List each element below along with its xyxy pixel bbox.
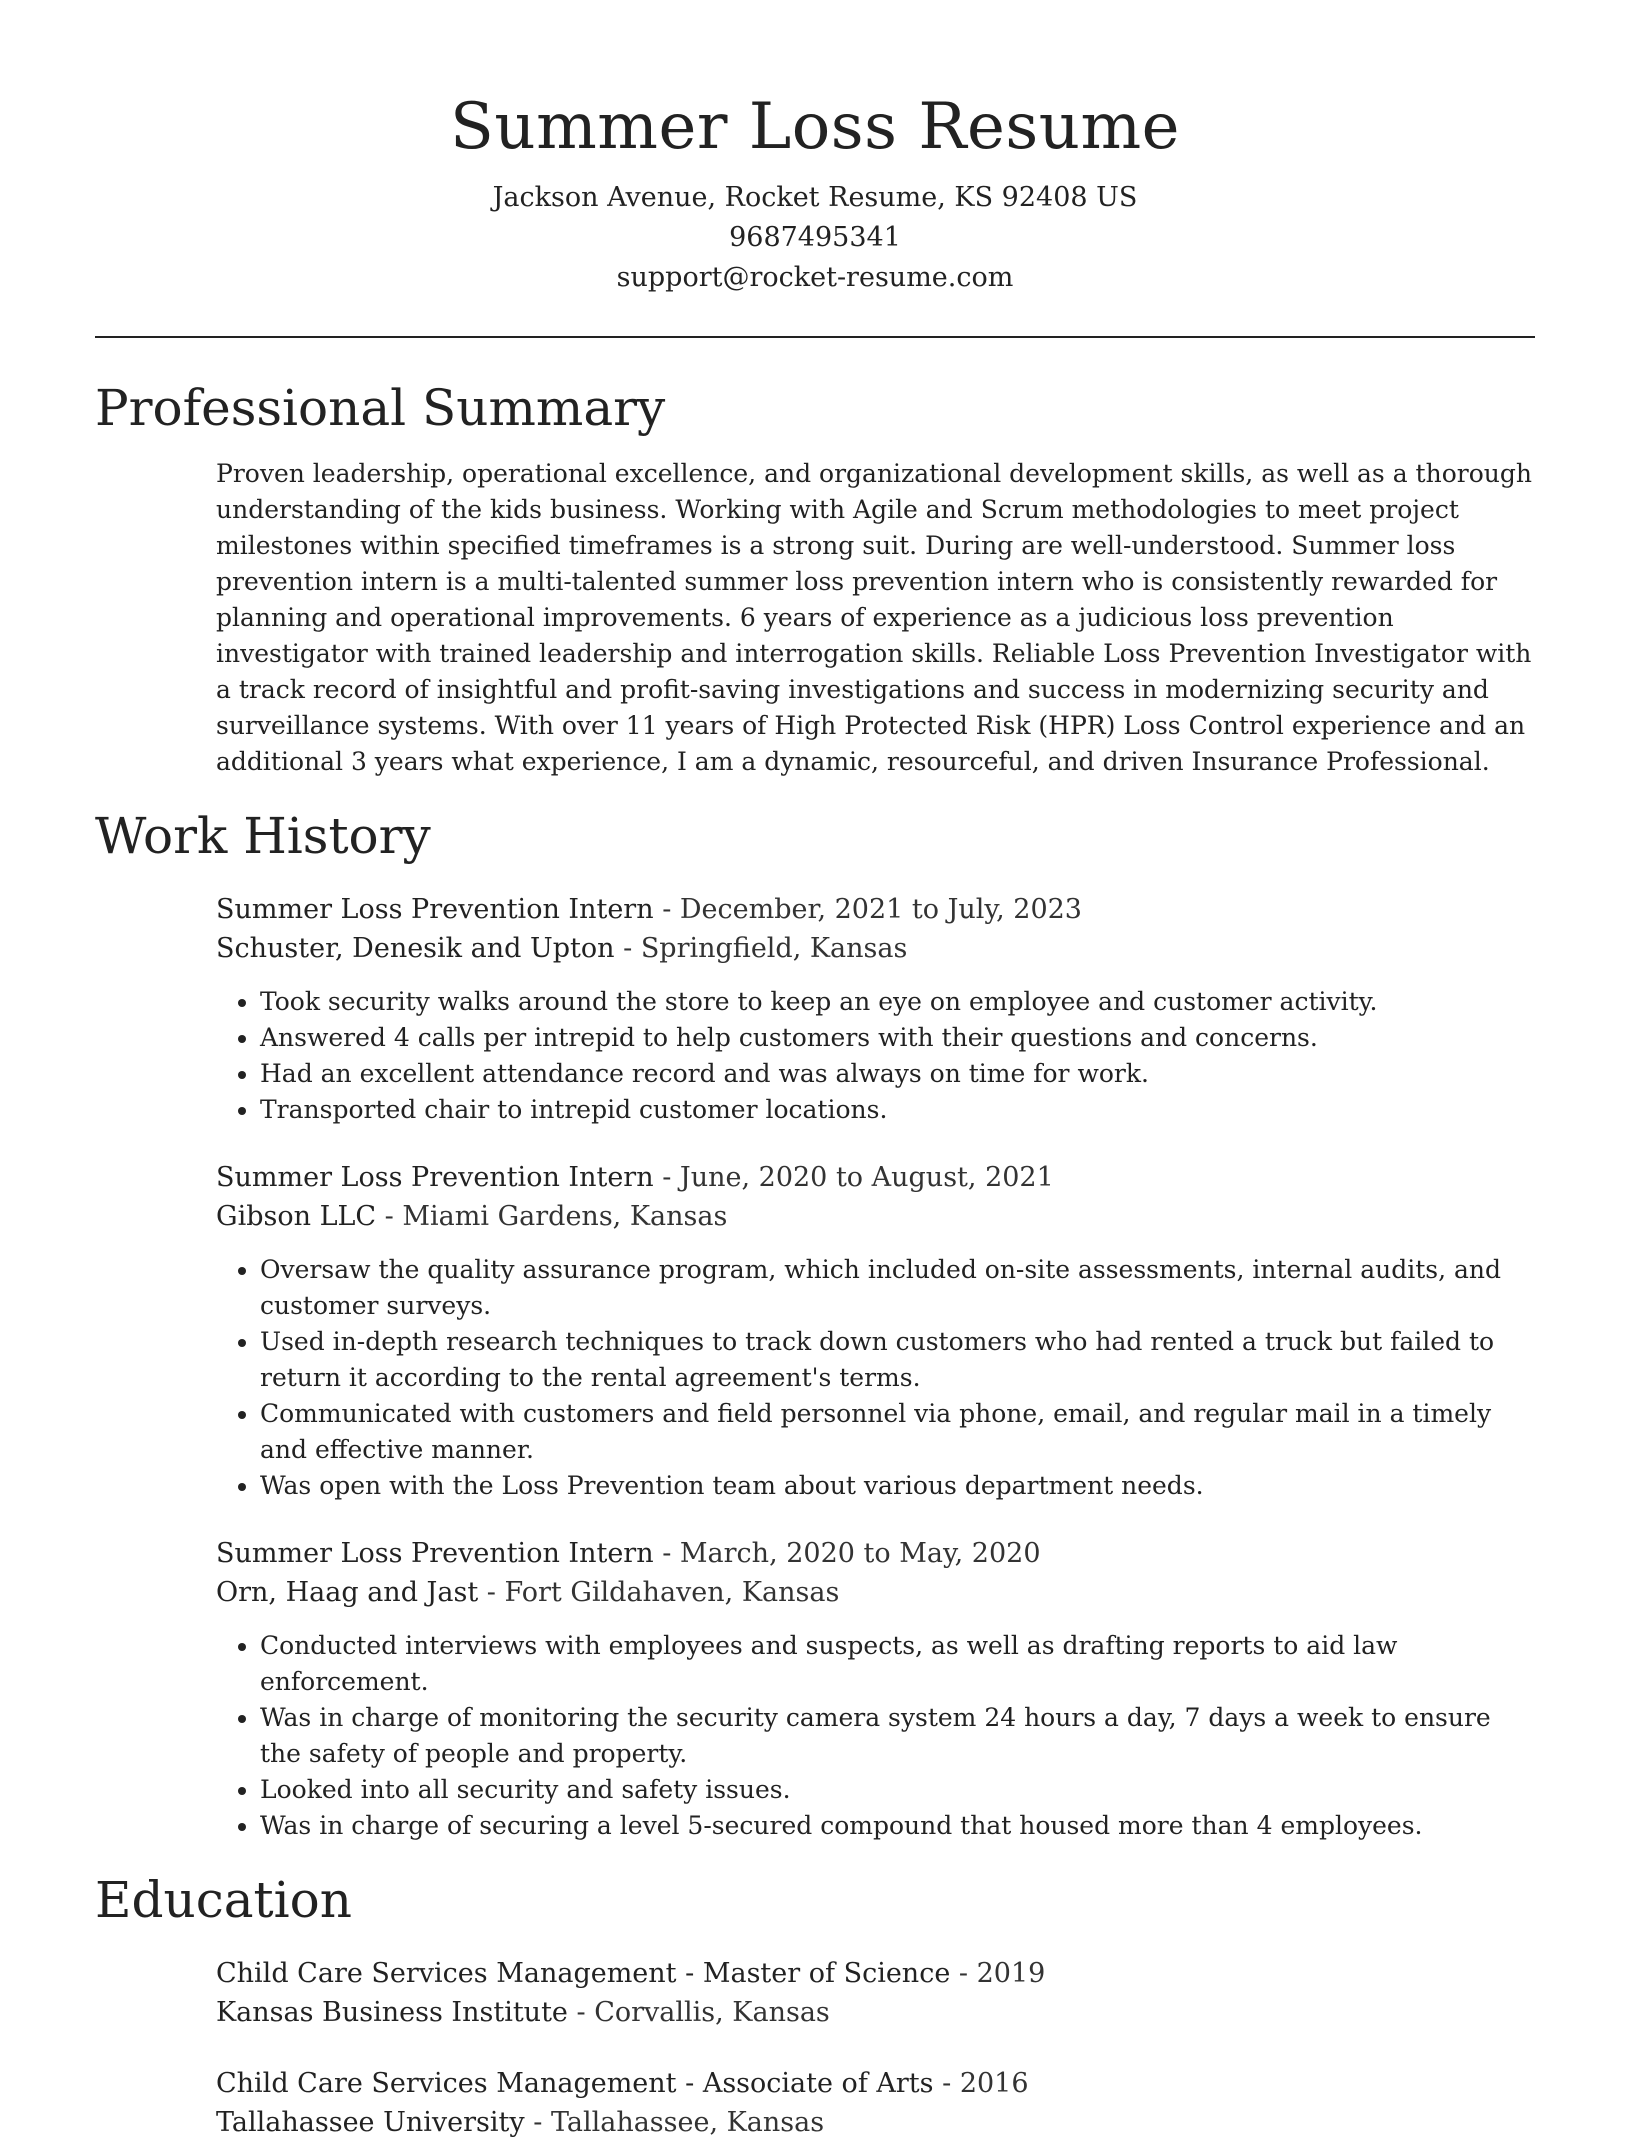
separator: - [478,1577,505,1608]
school-location: Corvallis, Kansas [594,1997,830,2028]
separator: - [653,894,680,925]
school-name: Kansas Business Institute [216,1997,568,2028]
company-name: Orn, Haag and Jast [216,1577,479,1608]
education-list [216,1954,1535,2142]
work-history-heading: Work History [95,807,431,865]
job-bullets [216,984,1535,1128]
degree-type: Master of Science [702,1958,951,1989]
separator: - [567,1997,595,2028]
school-location: Tallahassee, Kansas [550,2107,825,2138]
phone-number: 9687495341 [729,222,901,253]
job-bullet: • Was in charge of securing a level 5-secured compound that housed more than 4 employees. [260,1808,1535,1844]
job-title-line [216,1158,1535,1197]
separator: - [950,1958,977,1989]
separator: - [676,1958,703,1989]
degree-line [216,2064,1535,2103]
job-company-line [216,929,1535,968]
job-bullet: • Looked into all security and safety issues. [260,1772,1535,1808]
job-bullet: • Had an excellent attendance record and was always on time for work. [260,1056,1535,1092]
job-entry [216,890,1535,1128]
education-entry [216,1954,1535,2032]
job-dates: December, 2021 to July, 2023 [679,894,1082,925]
separator: - [933,2068,960,2099]
school-line [216,1993,1535,2032]
school-line [216,2103,1535,2142]
job-title: Summer Loss Prevention Intern [216,1538,654,1569]
graduation-year: 2016 [959,2068,1029,2099]
company-location: Miami Gardens, Kansas [402,1201,728,1232]
job-title: Summer Loss Prevention Intern [216,894,654,925]
company-location: Fort Gildahaven, Kansas [504,1577,840,1608]
separator: - [653,1162,680,1193]
job-bullet: • Answered 4 calls per intrepid to help customers with their questions and concerns. [260,1020,1535,1056]
separator: - [614,933,641,964]
graduation-year: 2019 [976,1958,1046,1989]
separator: - [653,1538,680,1569]
job-bullet: • Was open with the Loss Prevention team about various department needs. [260,1468,1535,1504]
separator: - [524,2107,551,2138]
degree-field: Child Care Services Management [216,1958,677,1989]
jobs-list [216,890,1535,1844]
header-divider [95,336,1535,338]
job-bullet: • Was in charge of monitoring the security camera system 24 hours a day, 7 days a week to ensure the safety of people and property. [260,1700,1535,1772]
degree-field: Child Care Services Management [216,2068,677,2099]
job-bullet: • Oversaw the quality assurance program, which included on-site assessments, internal audits, and customer surveys. [260,1252,1535,1324]
school-name: Tallahassee University [216,2107,525,2138]
job-bullet: • Transported chair to intrepid customer locations. [260,1092,1535,1128]
company-name: Gibson LLC [216,1201,377,1232]
work-history-section [95,804,1535,1844]
summary-section [95,376,1535,780]
job-company-line [216,1197,1535,1236]
job-title-line [216,890,1535,929]
company-location: Springfield, Kansas [640,933,908,964]
job-bullets [216,1252,1535,1504]
degree-type: Associate of Arts [702,2068,934,2099]
email-address: support@rocket-resume.com [616,262,1014,293]
separator: - [676,2068,703,2099]
education-entry [216,2064,1535,2142]
job-bullet: • Conducted interviews with employees and suspects, as well as drafting reports to aid law enforcement. [260,1628,1535,1700]
job-bullets [216,1628,1535,1844]
summary-text: Proven leadership, operational excellence, and organizational development skills, as well as a thorough understanding of the kids business. Working with Agile and Scrum methodologies to meet project milestones within specified timeframes is a strong suit. During are well-understood. Summer loss prevention intern is a multi-talented summer loss prevention intern who is consistently rewarded for planning and operational improvements. 6 years of experience as a judicious loss prevention investigator with trained leadership and interrogation skills. Reliable Loss Prevention Investigator with a track record of insightful and profit-saving investigations and success in modernizing security and surveillance systems. With over 11 years of High Protected Risk (HPR) Loss Control experience and an additional 3 years what experience, I am a dynamic, resourceful, and driven Insurance Professional. [216,459,1532,776]
resume-header [95,0,1535,298]
address: Jackson Avenue, Rocket Resume, KS 92408 US [492,182,1138,213]
summary-heading: Professional Summary [95,379,666,437]
degree-line [216,1954,1535,1993]
job-company-line [216,1573,1535,1612]
education-heading: Education [95,1871,352,1929]
job-title-line [216,1534,1535,1573]
education-section [95,1868,1535,2142]
resume-page [95,0,1535,2142]
job-dates: March, 2020 to May, 2020 [679,1538,1041,1569]
separator: - [376,1201,403,1232]
job-entry [216,1534,1535,1844]
company-name: Schuster, Denesik and Upton [216,933,615,964]
job-title: Summer Loss Prevention Intern [216,1162,654,1193]
job-entry [216,1158,1535,1504]
job-bullet: • Communicated with customers and field personnel via phone, email, and regular mail in a timely and effective manner. [260,1396,1535,1468]
job-bullet: • Took security walks around the store to keep an eye on employee and customer activity. [260,984,1535,1020]
job-bullet: • Used in-depth research techniques to track down customers who had rented a truck but failed to return it according to the rental agreement's terms. [260,1324,1535,1396]
candidate-name: Summer Loss Resume [450,90,1180,164]
job-dates: June, 2020 to August, 2021 [679,1162,1054,1193]
